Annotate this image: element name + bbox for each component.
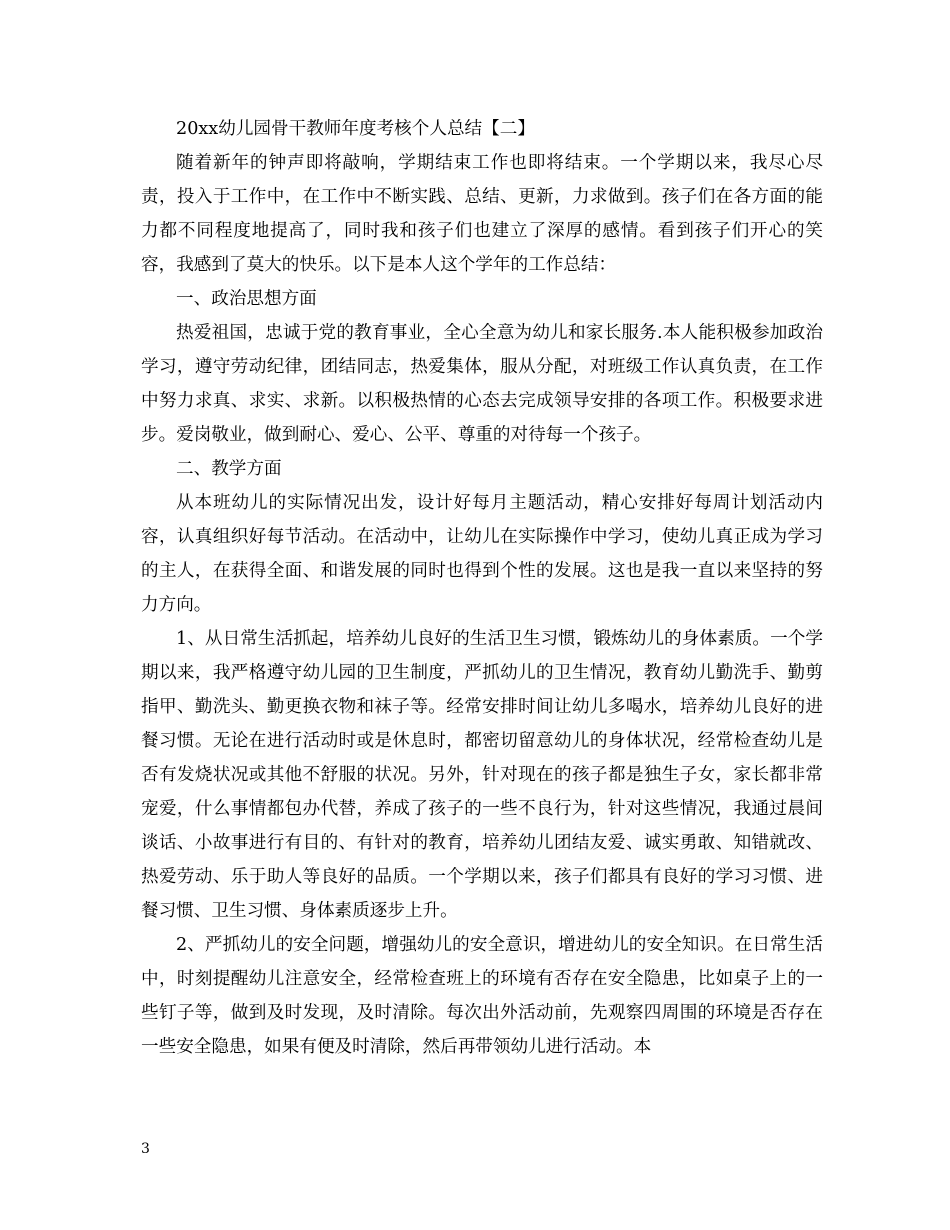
paragraph-daily-life: 1、从日常生活抓起，培养幼儿良好的生活卫生习惯，锻炼幼儿的身体素质。一个学期以来，我严格遵守幼儿园的卫生制度，严抓幼儿的卫生情况，教育幼儿勤洗手、勤剪指甲、勤洗头、勤更换衣物和袜子等。经常安排时间让幼儿多喝水，培养幼儿良好的进餐习惯。无论在进行活动时或是休息时，都密切留意幼儿的身体状况，经常检查幼儿是否有发烧状况或其他不舒服的状况。另外，针对现在的孩子都是独生子女，家长都非常宠爱，什么事情都包办代替，养成了孩子的一些不良行为，针对这些情况，我通过晨间谈话、小故事进行有目的、有针对的教育，培养幼儿团结友爱、诚实勇敢、知错就改、热爱劳动、乐于助人等良好的品质。一个学期以来，孩子们都具有良好的学习习惯、进餐习惯、卫生习惯、身体素质逐步上升。	[141, 629, 823, 921]
paragraph-teaching: 从本班幼儿的实际情况出发，设计好每月主题活动，精心安排好每周计划活动内容，认真组织好每节活动。在活动中，让幼儿在实际操作中学习，使幼儿真正成为学习的主人，在获得全面、和谐发展的同时也得到个性的发展。这也是我一直以来坚持的努力方向。	[141, 493, 823, 615]
section-heading-teaching: 二、教学方面	[176, 459, 282, 479]
page-number: 3	[141, 1141, 150, 1157]
paragraph-safety: 2、严抓幼儿的安全问题，增强幼儿的安全意识，增进幼儿的安全知识。在日常生活中，时刻提醒幼儿注意安全，经常检查班上的环境有否存在安全隐患，比如桌子上的一些钉子等，做到及时发现，及时清除。每次出外活动前，先观察四周围的环境是否存在一些安全隐患，如果有便及时清除，然后再带领幼儿进行活动。本	[141, 935, 823, 1057]
section-heading-political: 一、政治思想方面	[176, 289, 317, 309]
document-title: 20xx幼儿园骨干教师年度考核个人总结【二】	[176, 119, 535, 139]
paragraph-intro: 随着新年的钟声即将敲响，学期结束工作也即将结束。一个学期以来，我尽心尽责，投入于工作中，在工作中不断实践、总结、更新，力求做到。孩子们在各方面的能力都不同程度地提高了，同时我和孩子们也建立了深厚的感情。看到孩子们开心的笑容，我感到了莫大的快乐。以下是本人这个学年的工作总结：	[141, 153, 823, 275]
document-body	[141, 112, 823, 1064]
paragraph-political: 热爱祖国，忠诚于党的教育事业，全心全意为幼儿和家长服务.本人能积极参加政治学习，遵守劳动纪律，团结同志，热爱集体，服从分配，对班级工作认真负责，在工作中努力求真、求实、求新。以积极热情的心态去完成领导安排的各项工作。积极要求进步。爱岗敬业，做到耐心、爱心、公平、尊重的对待每一个孩子。	[141, 323, 823, 445]
